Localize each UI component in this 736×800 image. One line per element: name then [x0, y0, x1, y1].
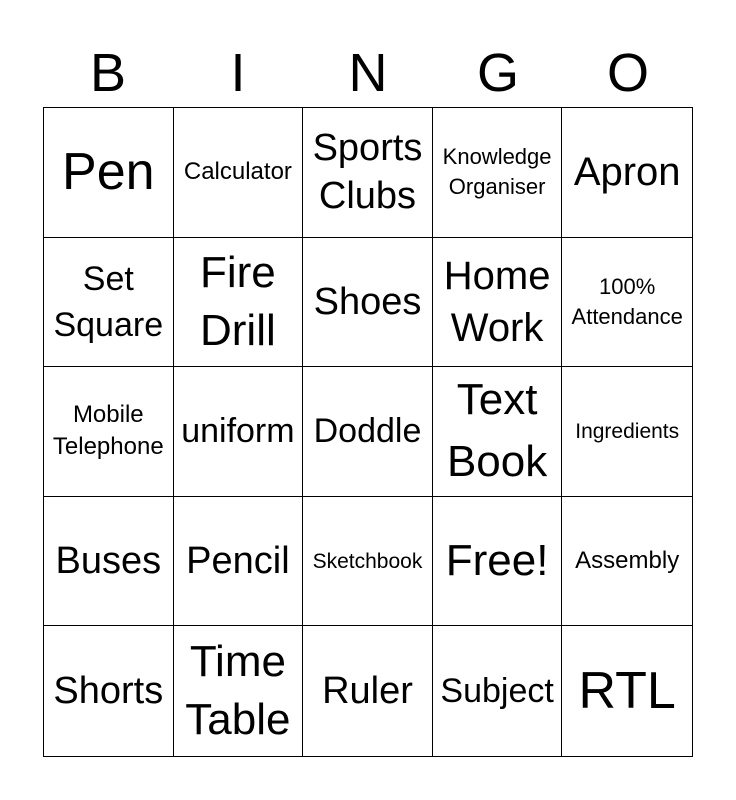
cell-label: Pen [62, 143, 155, 202]
header-letter-i: I [230, 43, 246, 103]
cell-label: Buses [55, 540, 162, 583]
cell-label: Home Work [443, 253, 551, 350]
cell-label: Shorts [53, 670, 164, 713]
bingo-cell[interactable] [44, 497, 174, 627]
header-letter-g: G [476, 43, 519, 103]
bingo-cell[interactable] [303, 367, 433, 497]
bingo-cell[interactable] [174, 367, 304, 497]
cell-label: Fire Drill [200, 247, 276, 355]
bingo-cell[interactable] [433, 626, 563, 756]
bingo-cell[interactable] [303, 238, 433, 368]
bingo-cell[interactable] [44, 108, 174, 238]
cell-label: 100% Attendance [571, 273, 683, 329]
cell-label: Ingredients [575, 419, 680, 443]
bingo-header [43, 38, 693, 108]
cell-label: uniform [181, 412, 295, 451]
bingo-cell[interactable] [562, 626, 692, 756]
cell-label: Free! [445, 536, 549, 586]
bingo-cell[interactable] [562, 238, 692, 368]
cell-label: RTL [578, 662, 676, 721]
cell-label: Doddle [313, 412, 422, 451]
cell-label: Sports Clubs [312, 127, 423, 218]
cell-label: Mobile Telephone [52, 401, 164, 461]
bingo-cell[interactable] [433, 497, 563, 627]
bingo-cell[interactable] [433, 238, 563, 368]
bingo-cell[interactable] [303, 108, 433, 238]
header-letter-o: O [606, 43, 649, 103]
cell-label: Assembly [575, 547, 680, 575]
bingo-cell[interactable] [174, 497, 304, 627]
bingo-cell[interactable] [174, 238, 304, 368]
bingo-cell[interactable] [44, 626, 174, 756]
cell-label: Calculator [183, 158, 292, 186]
cell-label: Pencil [186, 540, 290, 583]
bingo-board [43, 107, 693, 757]
bingo-cell[interactable] [303, 497, 433, 627]
bingo-cell[interactable] [562, 367, 692, 497]
cell-label: Sketchbook [312, 549, 423, 573]
bingo-cell[interactable] [433, 108, 563, 238]
cell-label: Time Table [185, 637, 291, 745]
bingo-cell[interactable] [174, 626, 304, 756]
cell-label: Knowledge Organiser [442, 144, 552, 200]
cell-label: Shoes [313, 280, 422, 323]
cell-label: Ruler [322, 670, 413, 713]
cell-label: Subject [440, 672, 554, 711]
header-letter-n: N [348, 43, 388, 103]
cell-label: Text Book [446, 375, 548, 487]
header-letter-b: B [89, 43, 127, 103]
bingo-cell[interactable] [562, 108, 692, 238]
cell-label: Apron [573, 150, 681, 195]
cell-label: Set Square [53, 259, 164, 344]
bingo-cell[interactable] [44, 238, 174, 368]
bingo-cell[interactable] [303, 626, 433, 756]
bingo-cell[interactable] [433, 367, 563, 497]
bingo-cell[interactable] [174, 108, 304, 238]
bingo-cell[interactable] [562, 497, 692, 627]
bingo-cell[interactable] [44, 367, 174, 497]
